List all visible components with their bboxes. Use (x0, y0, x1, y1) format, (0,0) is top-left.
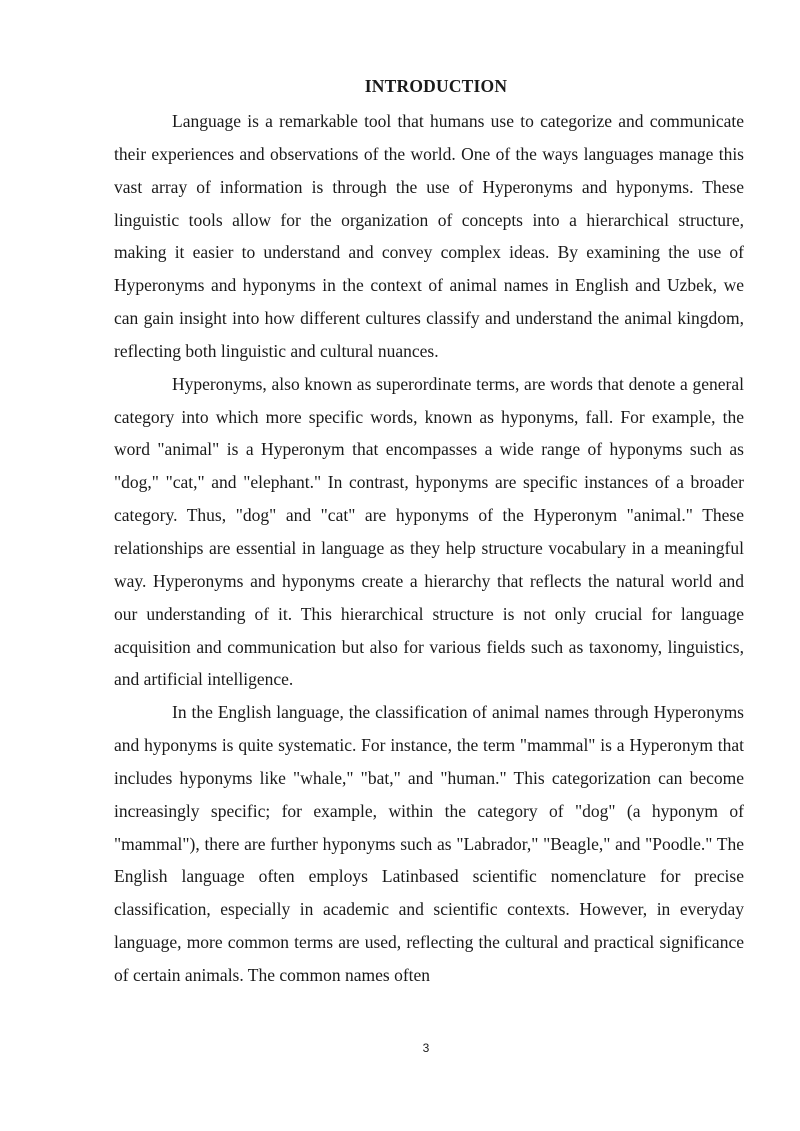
paragraph-2: Hyperonyms, also known as superordinate terms, are words that denote a general category into which more specific words, known as hyponyms, fall. For example, the word "animal" is a Hyperonym that encompasses a wide range of hyponyms such as "dog," "cat," and "elephant." In contrast, hyponyms are specific instances of a broader category. Thus, "dog" and "cat" are hyponyms of the Hyperonym "animal." These relationships are essential in language as they help structure vocabulary in a meaningful way. Hyperonyms and hyponyms create a hierarchy that reflects the natural world and our understanding of it. This hierarchical structure is not only crucial for language acquisition and communication but also for various fields such as taxonomy, linguistics, and artificial intelligence. (114, 373, 744, 690)
page-number: 3 (422, 1041, 430, 1055)
body-text (114, 105, 744, 992)
paragraph-3: In the English language, the classification of animal names through Hyperonyms and hyponyms is quite systematic. For instance, the term "mammal" is a Hyperonym that includes hyponyms like "whale," "bat," and "human." This categorization can become increasingly specific; for example, within the category of "dog" (a hyponym of "mammal"), there are further hyponyms such as "Labrador," "Beagle," and "Poodle." The English language often employs Latinbased scientific nomenclature for precise classification, especially in academic and scientific contexts. However, in everyday language, more common terms are used, reflecting the cultural and practical significance of certain animals. The common names often (114, 702, 744, 985)
section-heading: INTRODUCTION (364, 76, 508, 96)
paragraph-1: Language is a remarkable tool that humans use to categorize and communicate their experiences and observations of the world. One of the ways languages manage this vast array of information is through the use of Hyperonyms and hyponyms. These linguistic tools allow for the organization of concepts into a hierarchical structure, making it easier to understand and convey complex ideas. By examining the use of Hyperonyms and hyponyms in the context of animal names in English and Uzbek, we can gain insight into how different cultures classify and understand the animal kingdom, reflecting both linguistic and cultural nuances. (114, 111, 744, 361)
